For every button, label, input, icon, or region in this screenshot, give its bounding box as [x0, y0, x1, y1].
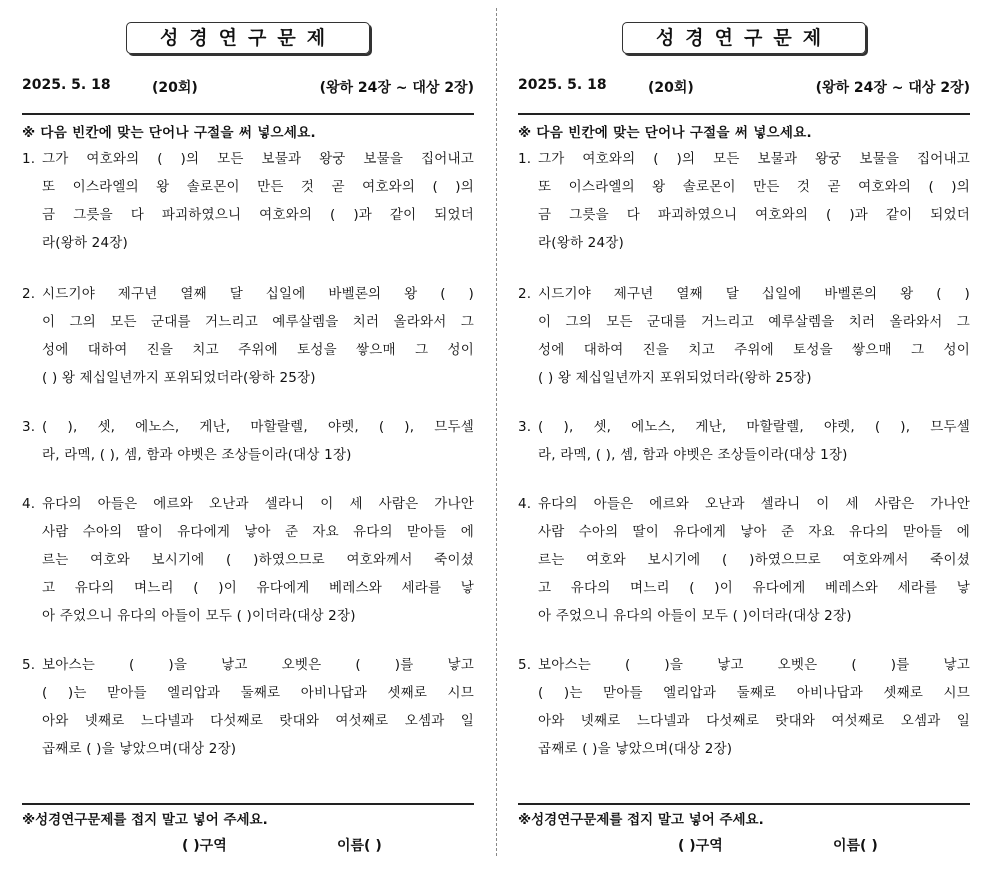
question-line: 유다의 아들은 에르와 오난과 셀라니 이 세 사람은 가나안 — [538, 496, 970, 512]
header-range: (왕하 24장 ~ 대상 2장) — [815, 80, 970, 96]
question-line: 고 유다의 며느리 ( )이 유다에게 베레스와 세라를 낳 — [42, 580, 474, 596]
question-number: 4. — [22, 496, 36, 512]
header-row — [518, 77, 970, 101]
question-number: 1. — [518, 151, 532, 167]
question-line: 시드기야 제구년 열째 달 십일에 바벨론의 왕 ( ) — [538, 286, 970, 302]
question-number: 2. — [22, 286, 36, 302]
question-line: 성에 대하여 진을 치고 주위에 토성을 쌓으매 그 성이 — [538, 342, 970, 358]
question-line: 이 그의 모든 군대를 거느리고 예루살렘을 치러 올라와서 그 — [42, 314, 474, 330]
question-line: 라(왕하 24장) — [538, 235, 624, 251]
header-round: (20회) — [152, 80, 198, 96]
question-line: 보아스는 ( )을 낳고 오벳은 ( )를 낳고 — [42, 657, 474, 673]
column-divider — [496, 8, 497, 856]
question-4 — [518, 490, 970, 630]
question-line: 금 그릇을 다 파괴하였으니 여호와의 ( )과 같이 되었더 — [538, 207, 970, 223]
question-line: 또 이스라엘의 왕 솔로몬이 만든 것 곧 여호와의 ( )의 — [538, 179, 970, 195]
question-line: 사람 수아의 딸이 유다에게 낳아 준 자요 유다의 맏아들 에 — [538, 524, 970, 540]
question-line: 유다의 아들은 에르와 오난과 셀라니 이 세 사람은 가나안 — [42, 496, 474, 512]
worksheet-right — [518, 0, 970, 892]
question-line: 아 주었으니 유다의 아들이 모두 ( )이더라(대상 2장) — [42, 608, 356, 624]
question-number: 4. — [518, 496, 532, 512]
footer-rule — [518, 803, 970, 805]
question-line: 라, 라멕, ( ), 셈, 함과 야벳은 조상들이라(대상 1장) — [538, 447, 848, 463]
worksheet-title: 성경연구문제 — [126, 22, 370, 54]
name-field[interactable]: 이름( ) — [833, 838, 878, 854]
worksheet-title: 성경연구문제 — [622, 22, 866, 54]
question-line: ( ), 셋, 에노스, 게난, 마할랄렐, 야렛, ( ), 므두셀 — [538, 419, 970, 435]
question-line: 르는 여호와 보시기에 ( )하였으므로 여호와께서 죽이셨 — [538, 552, 970, 568]
question-line: 아와 넷째로 느다넬과 다섯째로 랏대와 여섯째로 오셈과 일 — [538, 713, 970, 729]
question-2 — [518, 280, 970, 392]
district-field[interactable]: ( )구역 — [182, 838, 227, 854]
question-line: 고 유다의 며느리 ( )이 유다에게 베레스와 세라를 낳 — [538, 580, 970, 596]
question-line: 사람 수아의 딸이 유다에게 낳아 준 자요 유다의 맏아들 에 — [42, 524, 474, 540]
question-line: 르는 여호와 보시기에 ( )하였으므로 여호와께서 죽이셨 — [42, 552, 474, 568]
instruction-text: ※ 다음 빈칸에 맞는 단어나 구절을 써 넣으세요. — [22, 125, 316, 141]
question-number: 5. — [518, 657, 532, 673]
question-line: 또 이스라엘의 왕 솔로몬이 만든 것 곧 여호와의 ( )의 — [42, 179, 474, 195]
question-line: 곱째로 ( )을 낳았으며(대상 2장) — [42, 741, 237, 757]
footer-note: ※성경연구문제를 접지 말고 넣어 주세요. — [518, 812, 764, 828]
question-1 — [22, 145, 474, 257]
question-line: 아 주었으니 유다의 아들이 모두 ( )이더라(대상 2장) — [538, 608, 852, 624]
worksheet-left — [22, 0, 474, 892]
question-number: 1. — [22, 151, 36, 167]
question-3 — [518, 413, 970, 469]
question-line: 금 그릇을 다 파괴하였으니 여호와의 ( )과 같이 되었더 — [42, 207, 474, 223]
footer-fields — [518, 835, 970, 857]
question-line: ( )는 맏아들 엘리압과 둘째로 아비나답과 셋째로 시므 — [42, 685, 474, 701]
footer-rule — [22, 803, 474, 805]
question-line: ( ) 왕 제십일년까지 포위되었더라(왕하 25장) — [538, 370, 812, 386]
question-number: 5. — [22, 657, 36, 673]
question-3 — [22, 413, 474, 469]
header-range: (왕하 24장 ~ 대상 2장) — [319, 80, 474, 96]
header-row — [22, 77, 474, 101]
question-line: 라, 라멕, ( ), 셈, 함과 야벳은 조상들이라(대상 1장) — [42, 447, 352, 463]
question-line: 시드기야 제구년 열째 달 십일에 바벨론의 왕 ( ) — [42, 286, 474, 302]
question-line: 성에 대하여 진을 치고 주위에 토성을 쌓으매 그 성이 — [42, 342, 474, 358]
question-1 — [518, 145, 970, 257]
question-line: ( ), 셋, 에노스, 게난, 마할랄렐, 야렛, ( ), 므두셀 — [42, 419, 474, 435]
instruction-text: ※ 다음 빈칸에 맞는 단어나 구절을 써 넣으세요. — [518, 125, 812, 141]
name-field[interactable]: 이름( ) — [337, 838, 382, 854]
question-2 — [22, 280, 474, 392]
question-line: 라(왕하 24장) — [42, 235, 128, 251]
question-number: 3. — [22, 419, 36, 435]
question-line: 곱째로 ( )을 낳았으며(대상 2장) — [538, 741, 733, 757]
header-round: (20회) — [648, 80, 694, 96]
question-line: ( )는 맏아들 엘리압과 둘째로 아비나답과 셋째로 시므 — [538, 685, 970, 701]
question-4 — [22, 490, 474, 630]
header-rule — [22, 113, 474, 115]
header-date: 2025. 5. 18 — [518, 77, 607, 93]
header-date: 2025. 5. 18 — [22, 77, 111, 93]
question-line: 그가 여호와의 ( )의 모든 보물과 왕궁 보물을 집어내고 — [42, 151, 474, 167]
question-line: 아와 넷째로 느다넬과 다섯째로 랏대와 여섯째로 오셈과 일 — [42, 713, 474, 729]
district-field[interactable]: ( )구역 — [678, 838, 723, 854]
question-line: ( ) 왕 제십일년까지 포위되었더라(왕하 25장) — [42, 370, 316, 386]
question-line: 보아스는 ( )을 낳고 오벳은 ( )를 낳고 — [538, 657, 970, 673]
question-5 — [518, 651, 970, 763]
footer-note: ※성경연구문제를 접지 말고 넣어 주세요. — [22, 812, 268, 828]
question-line: 그가 여호와의 ( )의 모든 보물과 왕궁 보물을 집어내고 — [538, 151, 970, 167]
question-number: 2. — [518, 286, 532, 302]
question-5 — [22, 651, 474, 763]
header-rule — [518, 113, 970, 115]
question-line: 이 그의 모든 군대를 거느리고 예루살렘을 치러 올라와서 그 — [538, 314, 970, 330]
question-number: 3. — [518, 419, 532, 435]
footer-fields — [22, 835, 474, 857]
